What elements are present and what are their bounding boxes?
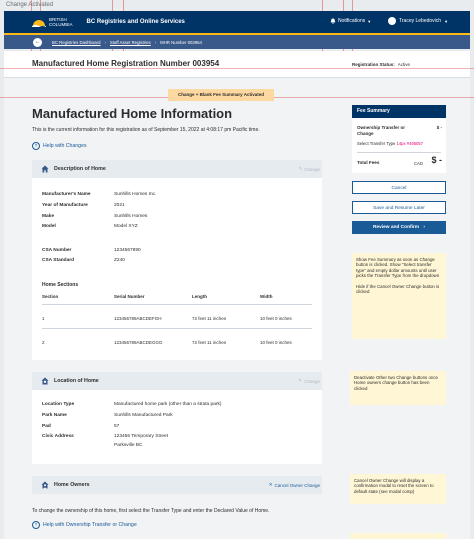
fee-item-value: $ - [436,125,442,130]
location-header [32,372,322,390]
table-cell: 2 [42,340,45,345]
breadcrumb-item-mhr-number: MHR Number 003954 [160,39,202,45]
currency-label: CAD [414,161,423,166]
table-header-length: Length [192,294,207,299]
location-home-icon [41,377,49,385]
back-arrow-icon[interactable]: ← [34,38,41,45]
field-row [42,258,125,263]
field-value: 123456 Temporary Street [114,434,169,439]
total-fees-label: Total Fees [357,160,380,165]
location-header-title: Location of Home [54,378,99,384]
field-row [42,424,119,429]
note-text: Cancel Owner Change will display a confirmation modal to reset the screen to default state (see modal comp) [354,478,434,494]
layout-guide-line [0,68,474,69]
fee-summary-header: Fee Summary [352,105,446,118]
field-row [42,402,221,407]
table-header-section: Section [42,294,59,299]
table-cell: 72 feet 11 inches [192,340,226,345]
field-value: Sunhills Manufactured Park [114,413,173,418]
notifications-button[interactable] [330,18,371,24]
description-of-home-card [32,160,322,360]
registration-status [352,62,410,67]
chevron-down-icon: ▼ [444,18,449,24]
field-label: CSA Number [42,248,72,253]
bc-logo[interactable] [32,17,73,27]
field-label: Pad [42,424,51,429]
table-cell: 1 [42,316,45,321]
field-label: Park Name [42,413,67,418]
field-row [42,434,168,439]
status-badge: Active [397,62,411,67]
location-change-button[interactable] [298,378,320,384]
field-label: Civic Address [42,434,74,439]
field-label: Model [42,224,56,229]
field-label: Manufacturer's Name [42,192,91,197]
table-cell: 123456789ABCDEGGG [114,340,163,345]
registration-title: Manufactured Home Registration Number 003954 [32,59,220,68]
app-header [4,11,470,35]
note-text: Show Fee Summary as soon as Change button is clicked. Show "Select transfer type" and empty dollar amounts until user picks the Transfer Type from the dropdown [356,257,440,279]
field-value: Sunhills Homes Inc. [114,192,157,197]
description-header-title: Description of Home [54,166,106,172]
location-change-label: Change [304,378,320,384]
avatar [388,17,396,25]
fee-subline [357,141,423,146]
field-value: Z240 [114,258,125,263]
description-header [32,160,322,178]
field-label: Make [42,214,54,219]
owners-instruction: To change the ownership of this home, first select the Transfer Type and enter the Declared Value of Home. [32,508,270,514]
review-confirm-button[interactable] [352,221,446,234]
app-title: BC Registries and Online Services [86,19,185,25]
help-icon: ? [32,521,40,529]
pencil-icon: ✎ [298,378,303,383]
table-cell: 10 feet 0 inches [260,316,292,321]
user-name: Tracey Lebedovich [399,18,442,24]
note-text: Hide if the Cancel Owner Change button is clicked [356,283,440,295]
location-of-home-card [32,372,322,464]
chevron-right-icon: › [423,225,426,230]
owners-header [32,476,322,494]
description-change-label: Change [304,166,320,172]
owners-icon [41,481,49,489]
pencil-icon: ✎ [298,166,303,171]
breadcrumb-item-staff-registries[interactable]: Staff Asset Registries [109,39,151,45]
help-with-changes-link[interactable] [32,142,87,150]
user-menu[interactable] [388,17,448,25]
design-note-partial [350,533,446,539]
total-fees-value: $ - [431,155,442,165]
field-row [42,203,125,208]
field-value: 2021 [114,203,125,208]
field-label: Location Type [42,402,75,407]
breadcrumb [4,35,470,49]
field-value: 1234567890 [114,248,141,253]
note-text: Deactivate Other two Change buttons once Home owners change button has been clicked [354,375,438,391]
close-icon: ✕ [268,482,273,487]
design-note-deactivate [350,371,446,405]
save-resume-button[interactable]: Save and Resume Later [352,201,446,214]
design-note-fee-summary [352,253,446,339]
field-value: Sunhills Homes [114,214,148,219]
home-icon [41,165,49,173]
table-divider [42,304,312,305]
field-row [42,192,156,197]
description-change-button[interactable] [298,166,320,172]
fee-sub-design-note: 14px #495057 [396,141,424,146]
help-with-ownership-label: Help with Ownership Transfer or Change [43,522,137,528]
fee-summary-card [352,105,446,173]
breadcrumb-separator-icon: › [154,39,157,45]
home-sections-table [42,294,312,354]
field-value: Manufactured home park (other than a strata park) [114,402,222,407]
home-owners-card [32,476,322,494]
page-title: Manufactured Home Information [32,106,233,121]
home-sections-title: Home Sections [42,282,79,288]
field-label [42,443,114,448]
fee-summary-activated-banner: Change + Blank Fee Summary Activated [168,89,274,101]
review-confirm-label: Review and Confirm [372,225,420,230]
cancel-button[interactable]: Cancel [352,181,446,194]
registration-strip [4,51,470,78]
fee-item-label: Ownership Transfer or Change [357,125,406,136]
field-row [42,214,147,219]
field-row [42,443,143,448]
registration-status-label: Registration Status: [352,62,395,67]
intro-text: This is the current information for this registration as of September 15, 2022 at 4:08:17 pm Pacific time. [32,127,260,133]
table-cell: 123456789ABCDEFGH [114,316,162,321]
help-icon: ? [32,142,40,150]
fee-sidebar [352,105,446,230]
bell-icon [330,18,336,24]
field-row [42,224,138,229]
table-header-width: Width [260,294,273,299]
logo-text-line1: BRITISH [49,17,67,22]
cancel-owner-change-button[interactable] [269,482,320,488]
breadcrumb-separator-icon: › [104,39,106,45]
cancel-owner-change-label: Cancel Owner Change [274,482,320,488]
frame-label: Change Activated [6,2,54,8]
breadcrumb-item-dashboard[interactable]: BC Registries Dashboard [52,39,101,45]
fee-sub-label: Select Transfer Type [357,141,396,146]
owners-header-title: Home Owners [54,482,90,488]
field-value: Model XYZ [114,224,138,229]
notifications-label: Notifications [338,18,366,24]
field-label: Year of Manufacture [42,203,88,208]
field-value: 57 [114,424,120,429]
field-row [42,413,173,418]
logo-text-line2: COLUMBIA [49,22,73,27]
fee-divider [357,152,441,153]
bc-sun-logo-icon [32,17,46,27]
field-label: CSA Standard [42,258,75,263]
table-header-serial: Serial Number [114,294,145,299]
field-value: Parksville BC [114,443,143,448]
help-with-changes-label: Help with Changes [43,143,87,149]
design-note-cancel-owner [350,474,446,504]
table-cell: 72 feet 11 inches [192,316,226,321]
field-row [42,248,141,253]
table-divider [42,328,312,329]
table-cell: 10 feet 0 inches [260,340,292,345]
chevron-down-icon: ▼ [367,18,372,24]
help-with-ownership-link[interactable] [32,521,137,529]
